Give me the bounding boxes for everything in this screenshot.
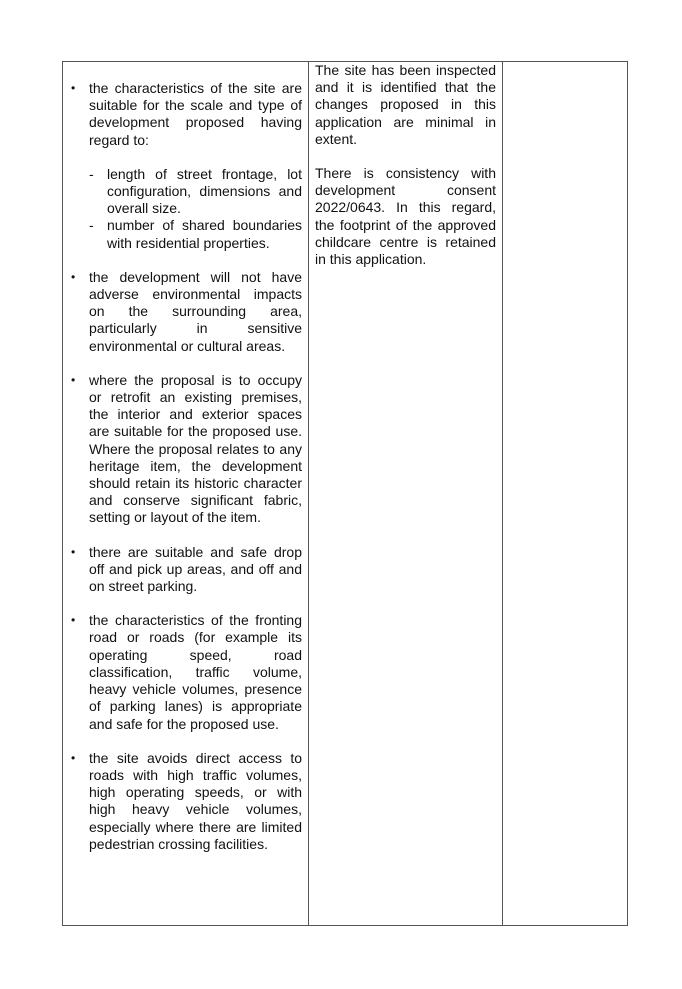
criteria-item [69, 269, 302, 355]
sub-criteria-list [89, 166, 302, 252]
criteria-item [69, 750, 302, 853]
bullet-icon: • [71, 372, 76, 387]
criteria-text: the site avoids direct access to roads with high traffic volumes, high operating speeds, or with high heavy vehicle volumes, especially where there are limited pedestrian crossing facilities. [89, 749, 302, 852]
criteria-text: the characteristics of the fronting road or roads (for example its operating speed, road classification, traffic volume, heavy vehicle volumes, presence of parking lanes) is appropriate and safe for the proposed use. [89, 612, 302, 732]
comment-paragraph: The site has been inspected and it is identified that the changes proposed in this application are minimal in extent. [315, 62, 496, 147]
criteria-item [69, 544, 302, 596]
sub-criteria-item [89, 166, 302, 218]
dash-icon: - [89, 217, 94, 234]
sub-criteria-text: number of shared boundaries with residential properties. [107, 217, 302, 251]
bullet-icon: • [71, 544, 76, 559]
sub-criteria-text: length of street frontage, lot configuration, dimensions and overall size. [107, 165, 302, 217]
criteria-text: the characteristics of the site are suitable for the scale and type of development proposed having regard to: [89, 80, 302, 148]
comments-block [309, 62, 502, 268]
comments-cell [309, 62, 503, 926]
bullet-icon: • [71, 750, 76, 765]
criteria-item [69, 372, 302, 527]
bullet-icon: • [71, 269, 76, 284]
bullet-icon: • [71, 613, 76, 628]
criteria-item [69, 80, 302, 252]
criteria-list [63, 62, 308, 853]
comment-paragraph: There is consistency with development consent 2022/0643. In this regard, the footprint of the approved childcare centre is retained in this application. [315, 165, 496, 268]
dash-icon: - [89, 165, 94, 182]
criteria-item [69, 612, 302, 732]
table-row [63, 62, 628, 926]
criteria-text: there are suitable and safe drop off and pick up areas, and off and on street parking. [89, 543, 302, 595]
compliance-cell [503, 62, 628, 926]
sub-criteria-item [89, 217, 302, 251]
criteria-text: the development will not have adverse environmental impacts on the surrounding area, particularly in sensitive environmental or cultural areas. [89, 268, 302, 354]
criteria-cell [63, 62, 309, 926]
assessment-table [62, 61, 628, 926]
criteria-text: where the proposal is to occupy or retrofit an existing premises, the interior and exterior spaces are suitable for the proposed use. Where the proposal relates to any heritage item, the development should retain its historic character and conserve significant fabric, setting or layout of the item. [89, 371, 302, 526]
bullet-icon: • [71, 81, 76, 95]
